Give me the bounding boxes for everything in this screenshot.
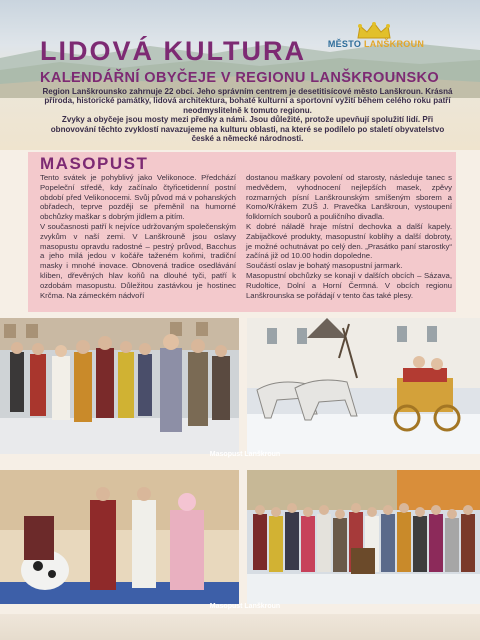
section-heading: MASOPUST	[40, 154, 149, 173]
body-paragraph: dostanou maškary povolení od starosty, následuje tanec s medvědem, vyhodnocení nejlepších masek, zpěvy rozmarných písní Lanškrounským smíšeným sborem a Komo/K/rákem ZUŠ J. Pravečka Lanškroun, vystoupení folklorních souborů a pouličního divadla.	[246, 173, 452, 222]
body-paragraph: Součástí oslav je bohatý masopustní jarmark.	[246, 261, 403, 271]
body-paragraph: K dobré náladě hraje místní dechovka a další kapely. Zabijačkové produkty, masopustní koblihy a další dobroty, je možné ochutnávat po celý den. „Prasátko paní starostky“ začíná již od 10.00 hodin dopoledne.	[246, 221, 452, 261]
page-subtitle: KALENDÁŘNÍ OBYČEJE V REGIONU LANŠKROUNSKO	[40, 70, 440, 86]
page-title: LIDOVÁ KULTURA	[40, 36, 306, 66]
photo-parade	[0, 318, 239, 454]
text-column-left	[40, 173, 236, 300]
body-paragraph: Masopustní obchůzky se konají v dalších obcích – Sázava, Rudoltice, Dolní a Horní Čermná. V obcích regionu Lanškrounska se pořádají v tento čas také plesy.	[246, 270, 452, 300]
photo-caption: Masopust Lanškroun	[209, 451, 281, 458]
text-column-right	[246, 173, 452, 300]
body-paragraph: V současnosti patří k nejvíce udržovaným společenským zvykům v naší zemi. V Lanškrouně jsou oslavy masopustu opravdu radostné – pestrý průvod, Bacchus a jeho milá jedou v kočáře taženém koňmi, tradiční masky i mnohé inovace. Obnovená tradice osedlávání kliben, dřevěných hlav koňů na dlouhé tyči, patří k ozdobám masopustu. Důležitou zastávkou je hostinec Krčma. Na zámeckém nádvoří	[40, 221, 236, 300]
page-footer-band	[0, 614, 480, 640]
logo-prefix: MĚSTO	[327, 39, 362, 49]
photo-masks	[0, 470, 239, 604]
photo-carriage	[247, 318, 480, 454]
logo-name: LANŠKROUN	[363, 39, 425, 49]
intro-paragraph: Region Lanškrounsko zahrnuje 22 obcí. Jeho správním centrem je desetitisícové město Lanškroun. Krásná příroda, historické památky, lidová architektura, bohaté kulturní a sportovní vyžití během celého roku patří neodmyslitelně k tomuto regionu.	[42, 87, 453, 115]
body-paragraph: Tento svátek je pohyblivý jako Velikonoce. Předchází Popeleční středě, kdy začínalo čtyřicetidenní postní období před Velikonocemi. Svůj původ má v pohanských obřadech, teprve později se přeměnil na humorné obchůzky maškar s dobrým jídlem a pitím.	[40, 173, 236, 222]
crown-icon	[356, 22, 392, 40]
photo-caption: Masopust Lanškroun	[209, 603, 281, 610]
intro-text	[40, 87, 455, 143]
city-logo	[318, 22, 434, 52]
intro-paragraph: Zvyky a obyčeje jsou mosty mezi předky a námi. Jsou důležité, protože upevňují spolužití lidí. Při obnovování těchto zvyklostí navazujeme na kulturu oblasti, na které se podílelo po staletí obyvatelstvo české a německé národnosti.	[50, 115, 445, 144]
logo-text	[318, 39, 434, 49]
photo-group	[247, 470, 480, 604]
